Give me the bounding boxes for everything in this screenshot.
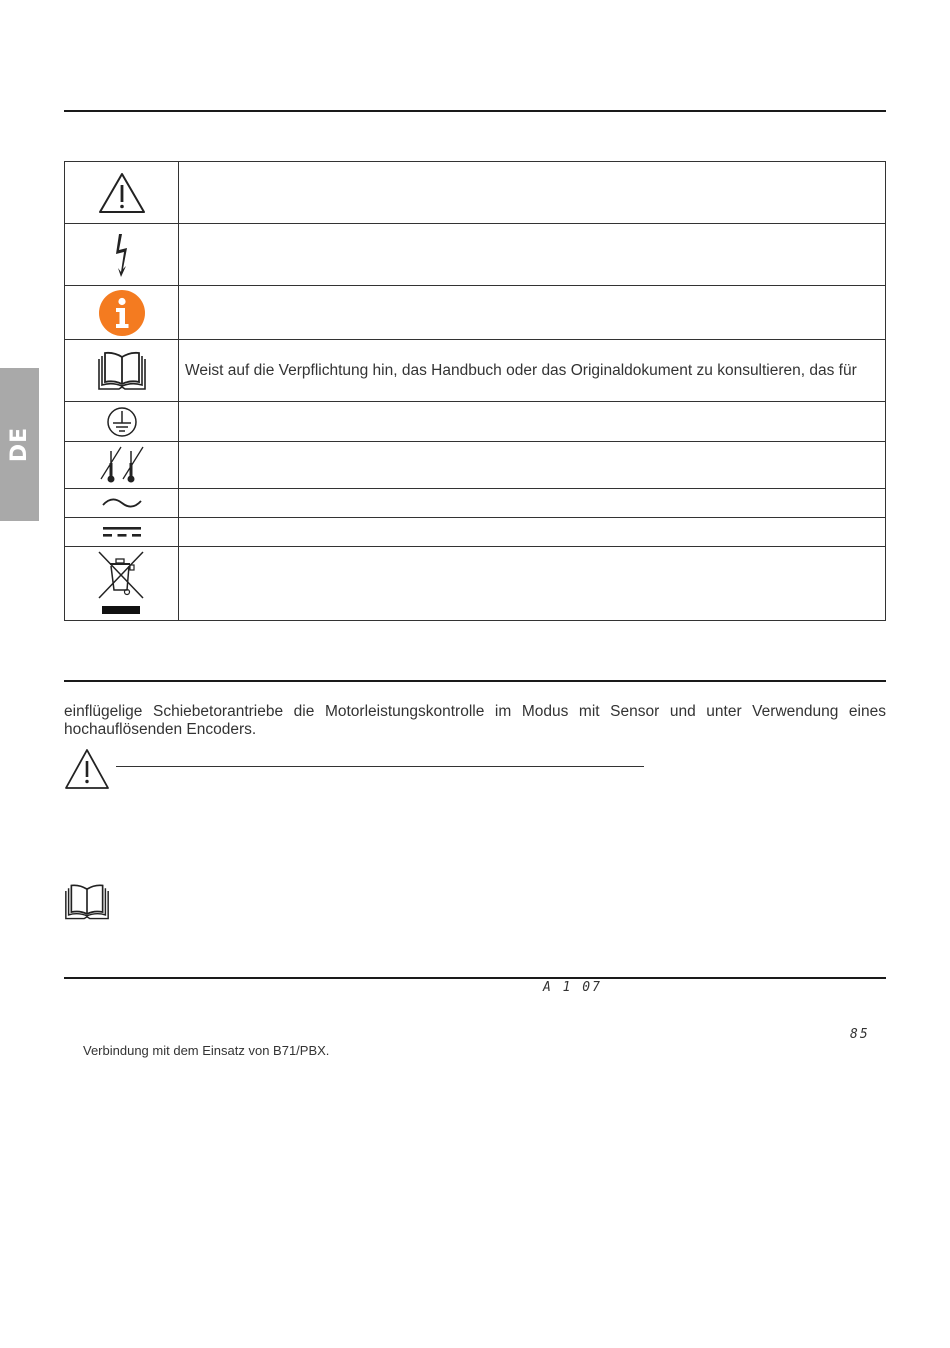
section-divider xyxy=(64,680,886,682)
weee-crossed-bin-icon xyxy=(97,550,147,618)
warning-triangle-icon xyxy=(97,171,147,215)
info-circle-icon xyxy=(98,289,146,337)
table-row xyxy=(65,162,886,224)
icon-cell xyxy=(65,402,179,442)
top-divider xyxy=(64,110,886,112)
row-description xyxy=(179,442,886,489)
icon-cell xyxy=(65,442,179,489)
table-row xyxy=(65,402,886,442)
footnote: Verbindung mit dem Einsatz von B71/PBX. xyxy=(83,1043,330,1058)
warning-triangle-icon xyxy=(64,748,110,790)
table-row xyxy=(65,286,886,340)
manual-book-icon xyxy=(64,882,110,922)
row-description xyxy=(179,224,886,286)
body-paragraph-line-1: einflügelige Schiebetorantriebe die Motorleistungskontrolle im Modus mit Sensor und unter Verwendung eines xyxy=(64,703,886,720)
symbols-table xyxy=(64,161,886,621)
footer-divider xyxy=(64,977,886,979)
page-number: 85 xyxy=(850,1027,870,1042)
row-description: Weist auf die Verpflichtung hin, das Handbuch oder das Originaldokument zu konsultieren, das für xyxy=(179,340,886,402)
row-description xyxy=(179,547,886,621)
row-description xyxy=(179,162,886,224)
table-row xyxy=(65,340,886,402)
icon-cell xyxy=(65,489,179,518)
lightning-bolt-icon xyxy=(112,232,132,278)
manual-book-icon xyxy=(97,351,147,391)
row-description xyxy=(179,286,886,340)
direct-current-icon xyxy=(101,525,143,539)
icon-cell xyxy=(65,162,179,224)
display-code: A 1 07 xyxy=(543,980,602,995)
note-underline xyxy=(116,766,644,767)
row-description xyxy=(179,518,886,547)
language-tab-label: DE xyxy=(6,426,32,463)
body-paragraph-line-2: hochauflösenden Encoders. xyxy=(64,721,257,738)
row-description xyxy=(179,489,886,518)
table-row xyxy=(65,518,886,547)
temperature-range-icon xyxy=(97,445,147,485)
icon-cell xyxy=(65,224,179,286)
language-tab[interactable] xyxy=(0,368,39,521)
row-description xyxy=(179,402,886,442)
table-row xyxy=(65,442,886,489)
icon-cell xyxy=(65,340,179,402)
table-row xyxy=(65,224,886,286)
table-row xyxy=(65,547,886,621)
alternating-current-icon xyxy=(101,495,143,511)
icon-cell xyxy=(65,518,179,547)
icon-cell xyxy=(65,547,179,621)
table-row xyxy=(65,489,886,518)
protective-earth-icon xyxy=(106,406,138,438)
icon-cell xyxy=(65,286,179,340)
